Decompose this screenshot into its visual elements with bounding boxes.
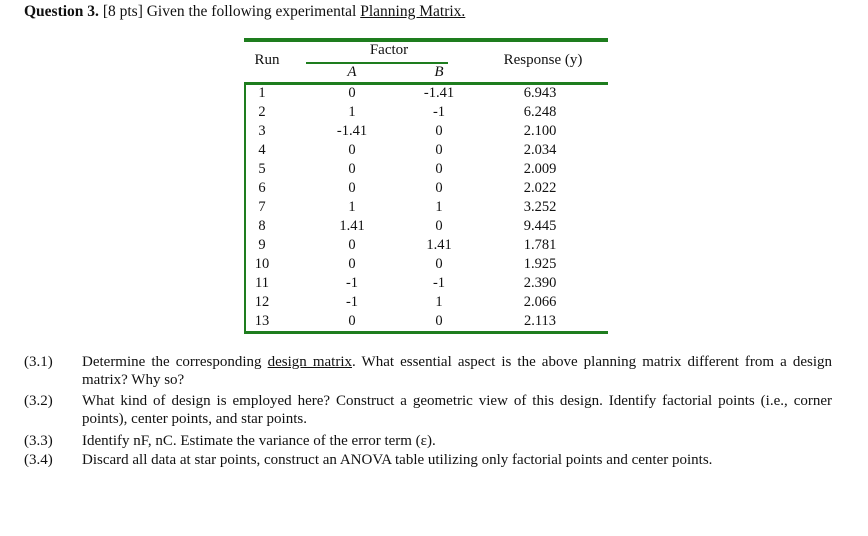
question-intro: Given the following experimental [146,3,357,20]
table-row [244,294,608,313]
table-row [244,180,608,199]
table-row [244,123,608,142]
cell-factor-b: 0 [435,161,443,177]
table-row [244,104,608,123]
cell-factor-b: 0 [435,180,443,196]
cell-factor-a: 0 [348,180,356,196]
cell-run: 1 [258,85,266,101]
cell-factor-b: -1 [432,275,446,291]
question-3-3-number: (3.3) [24,433,53,449]
cell-factor-b: 0 [435,313,443,329]
cell-factor-a: -1 [345,294,359,310]
cell-run: 9 [258,237,266,253]
cell-response: 6.943 [523,85,557,101]
question-label: Question 3. [24,3,99,20]
cell-factor-a: 0 [348,237,356,253]
cell-response: 2.022 [523,180,557,196]
cell-factor-b: 1.41 [426,237,452,253]
cell-factor-b: 0 [435,123,443,139]
question-heading [24,3,465,21]
question-3-1: Determine the corresponding design matrix. What essential aspect is the above planning matrix different from a design matrix? Why so? [82,354,832,388]
cell-run: 7 [258,199,266,215]
cell-response: 2.009 [523,161,557,177]
header-factor-a: A [347,64,357,80]
header-factor: Factor [369,42,409,58]
cell-factor-b: 0 [435,218,443,234]
header-run: Run [254,52,280,68]
table-row [244,161,608,180]
cell-factor-b: -1.41 [423,85,455,101]
cell-factor-a: 0 [348,85,356,101]
cell-response: 1.781 [523,237,557,253]
cell-factor-a: 1.41 [339,218,365,234]
planning-matrix-table [244,38,608,336]
table-row [244,218,608,237]
cell-run: 4 [258,142,266,158]
cell-response: 2.113 [523,313,557,329]
cell-run: 2 [258,104,266,120]
table-row [244,256,608,275]
cell-response: 2.390 [523,275,557,291]
cell-factor-b: 1 [435,294,443,310]
table-row [244,237,608,256]
cell-run: 10 [254,256,270,272]
design-matrix-link: design matrix [267,354,353,370]
cell-factor-a: 1 [348,199,356,215]
cell-run: 13 [254,313,270,329]
cell-factor-a: 0 [348,142,356,158]
question-3-4: Discard all data at star points, construct an ANOVA table utilizing only factorial points and center points. [82,452,713,468]
cell-response: 3.252 [523,199,557,215]
cell-factor-b: -1 [432,104,446,120]
question-3-3: Identify nF, nC. Estimate the variance of the error term (ε). [82,433,436,449]
cell-run: 12 [254,294,270,310]
cell-factor-b: 1 [435,199,443,215]
table-row [244,199,608,218]
cell-response: 6.248 [523,104,557,120]
cell-response: 9.445 [523,218,557,234]
cell-factor-a: 1 [348,104,356,120]
table-row [244,142,608,161]
question-3-1-number: (3.1) [24,354,53,370]
cell-factor-a: 0 [348,313,356,329]
cell-run: 5 [258,161,266,177]
question-points: [8 pts] [102,3,143,20]
cell-factor-b: 0 [435,256,443,272]
cell-response: 2.100 [523,123,557,139]
planning-matrix-link: Planning Matrix. [360,3,466,20]
cell-response: 2.066 [523,294,557,310]
cell-run: 3 [258,123,266,139]
header-response: Response (y) [503,52,583,68]
cell-factor-a: 0 [348,161,356,177]
header-factor-b: B [434,64,444,80]
cell-response: 1.925 [523,256,557,272]
table-row [244,313,608,332]
question-3-2-number: (3.2) [24,393,53,409]
cell-run: 8 [258,218,266,234]
cell-run: 11 [255,275,269,291]
cell-factor-a: -1.41 [336,123,368,139]
cell-response: 2.034 [523,142,557,158]
table-row [244,275,608,294]
cell-factor-b: 0 [435,142,443,158]
cell-run: 6 [258,180,266,196]
cell-factor-a: -1 [345,275,359,291]
cell-factor-a: 0 [348,256,356,272]
table-row [244,85,608,104]
question-3-4-number: (3.4) [24,452,53,468]
question-3-2: What kind of design is employed here? Construct a geometric view of this design. Identify factorial points (i.e., corner points), center points, and star points. [82,393,832,427]
